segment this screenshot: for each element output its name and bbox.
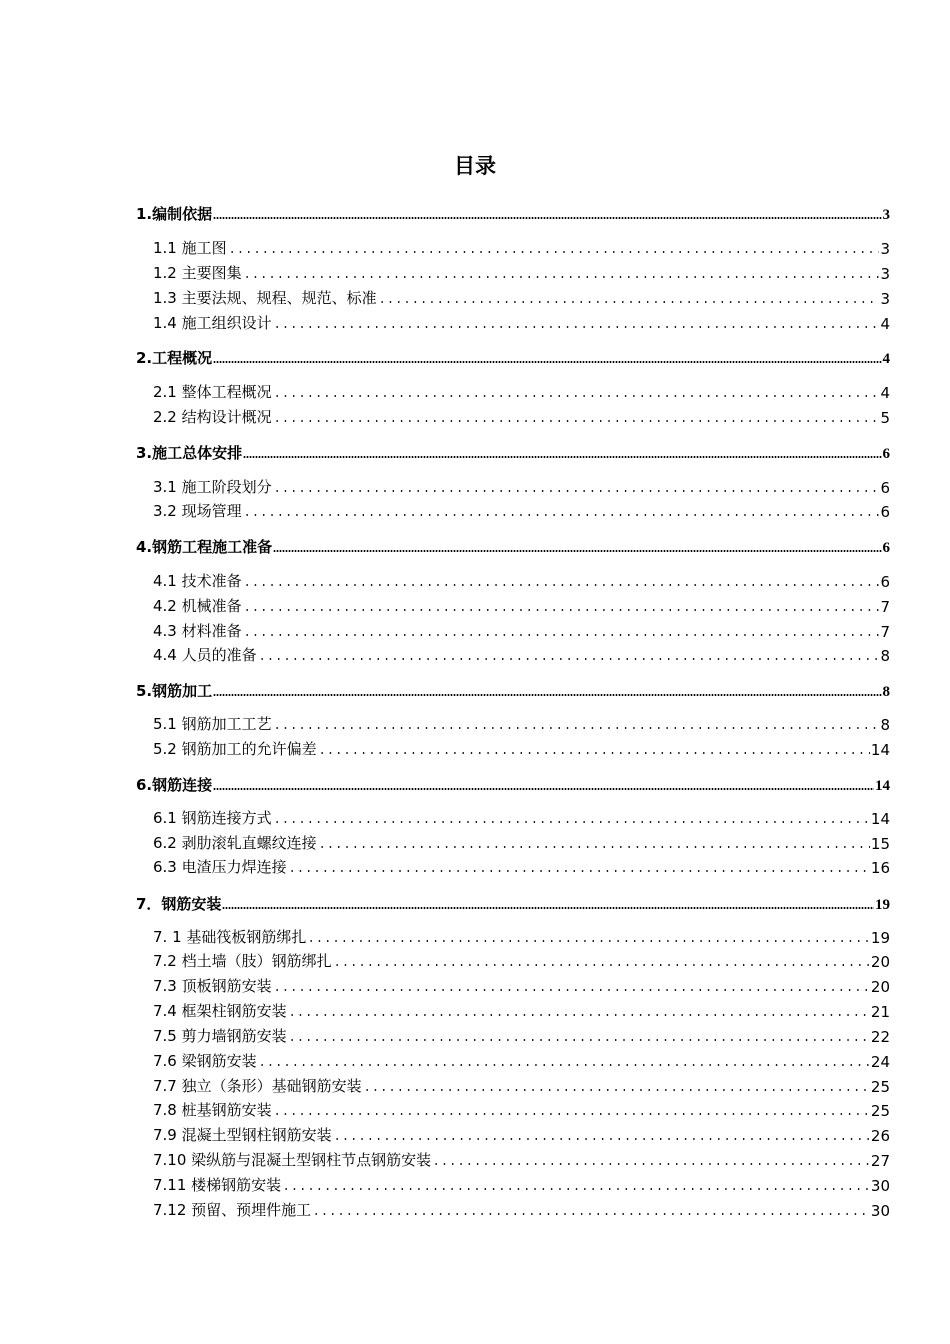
toc-entry-label: 7.2 档土墙（肢）钢筋绑扎 xyxy=(153,952,332,970)
toc-entry[interactable] xyxy=(153,1001,890,1021)
toc-entry-label: 4.3 材料准备 xyxy=(153,622,242,640)
toc-entry[interactable] xyxy=(153,407,890,427)
toc-entry-page: 3 xyxy=(880,290,890,308)
toc-entry[interactable] xyxy=(153,1125,890,1145)
toc-entry[interactable] xyxy=(136,346,890,368)
toc-entry-label: 3.1 施工阶段划分 xyxy=(153,478,272,496)
dot-leader xyxy=(243,633,880,637)
toc-entry-page: 3 xyxy=(880,240,890,258)
dot-leader xyxy=(273,988,870,992)
toc-entry[interactable] xyxy=(136,202,890,224)
dot-leader xyxy=(213,693,881,697)
dot-leader xyxy=(273,726,880,730)
toc-entry-page: 30 xyxy=(870,1177,890,1195)
dot-leader xyxy=(432,1162,870,1166)
toc-entry-label: 2.工程概况 xyxy=(136,349,213,367)
toc-entry[interactable] xyxy=(153,1051,890,1071)
toc-entry-page: 27 xyxy=(870,1152,890,1170)
dot-leader xyxy=(273,1112,870,1116)
toc-entry-page: 8 xyxy=(882,684,890,700)
toc-entry-label: 7.8 桩基钢筋安装 xyxy=(153,1101,272,1119)
dot-leader xyxy=(258,657,880,661)
toc-entry-page: 3 xyxy=(882,207,890,223)
toc-entry[interactable] xyxy=(136,679,890,701)
toc-entry-page: 21 xyxy=(870,1003,890,1021)
toc-entry-label: 6.2 剥肋滚轧直螺纹连接 xyxy=(153,834,317,852)
dot-leader xyxy=(258,1063,870,1067)
toc-entry[interactable] xyxy=(153,501,890,521)
dot-leader xyxy=(273,394,880,398)
toc-entry-page: 8 xyxy=(880,716,890,734)
toc-entry-page: 4 xyxy=(880,315,890,333)
toc-entry-label: 6.1 钢筋连接方式 xyxy=(153,809,272,827)
toc-entry-label: 7.4 框架柱钢筋安装 xyxy=(153,1002,287,1020)
toc-entry[interactable] xyxy=(153,1100,890,1120)
toc-entry-page: 25 xyxy=(870,1078,890,1096)
toc-entry-label: 5.钢筋加工 xyxy=(136,682,213,700)
dot-leader xyxy=(318,751,870,755)
toc-entry-page: 14 xyxy=(875,778,890,794)
dot-leader xyxy=(378,300,880,304)
toc-entry[interactable] xyxy=(153,714,890,734)
toc-entry-page: 26 xyxy=(870,1127,890,1145)
toc-entry-label: 1.1 施工图 xyxy=(153,239,227,257)
toc-entry-label: 7.7 独立（条形）基础钢筋安装 xyxy=(153,1077,362,1095)
toc-entry-page: 19 xyxy=(870,929,890,947)
dot-leader xyxy=(273,489,880,493)
toc-entry[interactable] xyxy=(153,951,890,971)
dot-leader xyxy=(288,1038,870,1042)
toc-entry-page: 6 xyxy=(880,479,890,497)
toc-entry-page: 20 xyxy=(870,953,890,971)
dot-leader xyxy=(243,275,880,279)
toc-entry-page: 16 xyxy=(870,859,890,877)
toc-entry[interactable] xyxy=(136,892,890,914)
toc-entry-page: 5 xyxy=(880,409,890,427)
toc-entry-page: 14 xyxy=(870,810,890,828)
dot-leader xyxy=(243,608,880,612)
toc-entry[interactable] xyxy=(153,571,890,591)
toc-entry-label: 5.1 钢筋加工工艺 xyxy=(153,715,272,733)
toc-entry[interactable] xyxy=(153,1175,890,1195)
toc-entry-label: 1.4 施工组织设计 xyxy=(153,314,272,332)
toc-entry-label: 1.编制依据 xyxy=(136,205,213,223)
toc-entry[interactable] xyxy=(153,596,890,616)
toc-entry-label: 7.3 顶板钢筋安装 xyxy=(153,977,272,995)
toc-entry[interactable] xyxy=(136,535,890,557)
dot-leader xyxy=(213,787,874,791)
dot-leader xyxy=(288,869,870,873)
toc-entry-page: 19 xyxy=(875,897,890,913)
dot-leader xyxy=(222,906,874,910)
toc-entry-page: 6 xyxy=(882,540,890,556)
dot-leader xyxy=(273,419,880,423)
toc-entry-page: 7 xyxy=(880,598,890,616)
toc-entry[interactable] xyxy=(153,1076,890,1096)
dot-leader xyxy=(228,250,880,254)
toc-entry-page: 6 xyxy=(880,573,890,591)
dot-leader xyxy=(282,1187,870,1191)
toc-entry-label: 7.10 梁纵筋与混凝土型钢柱节点钢筋安装 xyxy=(153,1151,432,1169)
dot-leader xyxy=(213,360,881,364)
toc-entry-page: 22 xyxy=(870,1028,890,1046)
dot-leader xyxy=(273,325,880,329)
toc-entry-label: 1.2 主要图集 xyxy=(153,264,242,282)
toc-entry[interactable] xyxy=(153,645,890,665)
toc-entry[interactable] xyxy=(153,833,890,853)
toc-entry-label: 7.12 预留、预埋件施工 xyxy=(153,1201,312,1219)
toc-entry[interactable] xyxy=(153,382,890,402)
toc-entry[interactable] xyxy=(153,621,890,641)
toc-entry-page: 24 xyxy=(870,1053,890,1071)
toc-entry-page: 6 xyxy=(880,503,890,521)
toc-entry[interactable] xyxy=(136,441,890,463)
dot-leader xyxy=(333,963,870,967)
toc-entry[interactable] xyxy=(153,238,890,258)
dot-leader xyxy=(363,1088,870,1092)
toc-entry-label: 4.钢筋工程施工准备 xyxy=(136,538,273,556)
toc-entry[interactable] xyxy=(153,808,890,828)
toc-entry[interactable] xyxy=(153,1026,890,1046)
toc-entry[interactable] xyxy=(153,1150,890,1170)
toc-entry[interactable] xyxy=(153,857,890,877)
dot-leader xyxy=(288,1013,870,1017)
dot-leader xyxy=(312,1212,870,1216)
toc-entry-label: 7.9 混凝土型钢柱钢筋安装 xyxy=(153,1126,332,1144)
dot-leader xyxy=(273,549,881,553)
dot-leader xyxy=(243,455,881,459)
toc-entry-label: 6.钢筋连接 xyxy=(136,776,213,794)
toc-entry-label: 7. 1 基础筏板钢筋绑扎 xyxy=(153,928,307,946)
toc-entry-label: 4.4 人员的准备 xyxy=(153,646,257,664)
toc-entry[interactable] xyxy=(153,976,890,996)
dot-leader xyxy=(243,513,880,517)
toc-entry-label: 2.2 结构设计概况 xyxy=(153,408,272,426)
dot-leader xyxy=(318,845,870,849)
toc-entry-label: 7.6 梁钢筋安装 xyxy=(153,1052,257,1070)
toc-entry-page: 20 xyxy=(870,978,890,996)
toc-entry[interactable] xyxy=(136,773,890,795)
toc-entry-page: 25 xyxy=(870,1102,890,1120)
toc-entry-label: 7．钢筋安装 xyxy=(136,895,222,913)
toc-entry-page: 8 xyxy=(880,647,890,665)
toc-entry-page: 3 xyxy=(880,265,890,283)
toc-entry[interactable] xyxy=(153,1200,890,1220)
toc-entry-page: 30 xyxy=(870,1202,890,1220)
toc-entry-label: 3.2 现场管理 xyxy=(153,502,242,520)
dot-leader xyxy=(213,216,881,220)
toc-entry[interactable] xyxy=(153,263,890,283)
dot-leader xyxy=(243,583,880,587)
dot-leader xyxy=(333,1137,870,1141)
toc-entry[interactable] xyxy=(153,313,890,333)
dot-leader xyxy=(307,939,870,943)
toc-title: 目录 xyxy=(454,154,496,178)
toc-entry-label: 4.1 技术准备 xyxy=(153,572,242,590)
toc-entry-label: 5.2 钢筋加工的允许偏差 xyxy=(153,740,317,758)
toc-entry-page: 14 xyxy=(870,741,890,759)
toc-entry-page: 6 xyxy=(882,446,890,462)
toc-entry-label: 4.2 机械准备 xyxy=(153,597,242,615)
toc-entry[interactable] xyxy=(153,288,890,308)
toc-entry-page: 4 xyxy=(880,384,890,402)
toc-entry-label: 3.施工总体安排 xyxy=(136,444,243,462)
toc-entry-label: 7.11 楼梯钢筋安装 xyxy=(153,1176,282,1194)
dot-leader xyxy=(273,820,870,824)
toc-entry-label: 6.3 电渣压力焊连接 xyxy=(153,858,287,876)
toc-entry[interactable] xyxy=(153,739,890,759)
toc-entry-label: 1.3 主要法规、规程、规范、标准 xyxy=(153,289,377,307)
toc-entry-label: 7.5 剪力墙钢筋安装 xyxy=(153,1027,287,1045)
toc-entry-page: 4 xyxy=(882,351,890,367)
toc-entry[interactable] xyxy=(153,477,890,497)
toc-entry-page: 7 xyxy=(880,623,890,641)
toc-entry-label: 2.1 整体工程概况 xyxy=(153,383,272,401)
toc-entry-page: 15 xyxy=(870,835,890,853)
toc-entry[interactable] xyxy=(153,927,890,947)
